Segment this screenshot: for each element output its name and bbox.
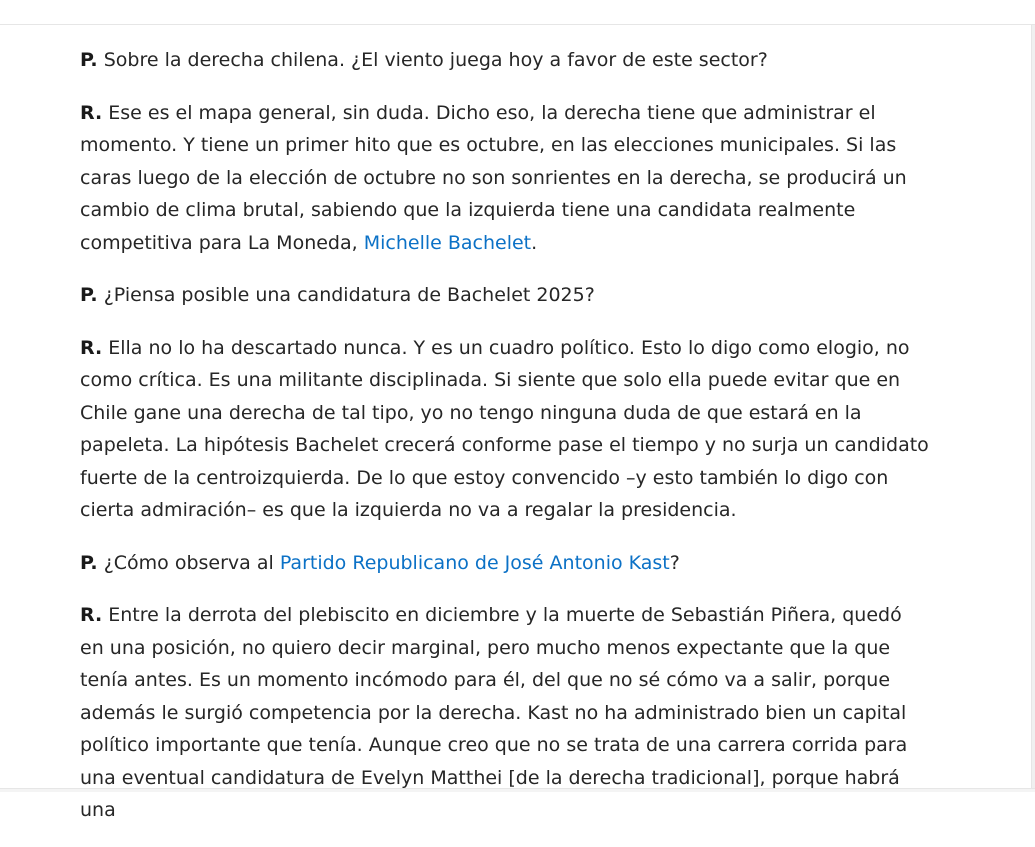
question-marker: P. (80, 49, 98, 71)
top-bar (0, 0, 1035, 25)
answer-paragraph (80, 599, 930, 827)
question-paragraph (80, 44, 930, 77)
question-paragraph (80, 279, 930, 312)
answer-marker: R. (80, 336, 103, 359)
answer-marker: R. (80, 604, 103, 626)
paragraph-text: Entre la derrota del plebiscito en diciembre y la muerte de Sebastián Piñera, quedó en una posición, no quiero decir marginal, pero mucho menos expectante que la que tenía antes. Es un momento incómodo para él, del que no sé cómo va a salir, porque además le surgió competencia por la derecha. Kast no ha administrado bien un capital político importante que tenía. Aunque creo que no se trata de una carrera corrida para una eventual candidatura de Evelyn Matthei [de la derecha tradicional], porque habrá una (80, 604, 908, 821)
partido-republicano-link[interactable]: Partido Republicano de José Antonio Kast (279, 551, 670, 574)
scrollbar-track[interactable] (1031, 25, 1035, 792)
paragraph-text: . (531, 231, 538, 254)
paragraph-text: ¿Piensa posible una candidatura de Bachelet 2025? (97, 284, 595, 306)
question-marker: P. (80, 284, 98, 306)
answer-paragraph (80, 332, 930, 527)
michelle-bachelet-link[interactable]: Michelle Bachelet (363, 231, 532, 254)
answer-marker: R. (80, 101, 103, 124)
paragraph-text: Ese es el mapa general, sin duda. Dicho eso, la derecha tiene que administrar el momento. Y tiene un primer hito que es octubre, en las elecciones municipales. Si las caras luego de la elección de octubre no son sonrientes en la derecha, se producirá un cambio de clima brutal, sabiendo que la izquierda tiene una candidata realmente competitiva para La Moneda, (80, 101, 907, 254)
question-marker: P. (80, 551, 98, 574)
paragraph-text: ? (669, 551, 680, 574)
paragraph-text: Ella no lo ha descartado nunca. Y es un cuadro político. Esto lo digo como elogio, no como crítica. Es una militante disciplinada. Si siente que solo ella puede evitar que en Chile gane una derecha de tal tipo, yo no tengo ninguna duda de que estará en la papeleta. La hipótesis Bachelet crecerá conforme pase el tiempo y no surja un candidato fuerte de la centroizquierda. De lo que estoy convencido –y esto también lo digo con cierta admiración– es que la izquierda no va a regalar la presidencia. (80, 336, 929, 521)
answer-paragraph (80, 97, 930, 260)
paragraph-text: ¿Cómo observa al (97, 551, 280, 574)
question-paragraph (80, 547, 930, 580)
paragraph-text: Sobre la derecha chilena. ¿El viento juega hoy a favor de este sector? (97, 49, 768, 71)
article-body (80, 44, 930, 847)
bottom-edge (0, 788, 1035, 792)
